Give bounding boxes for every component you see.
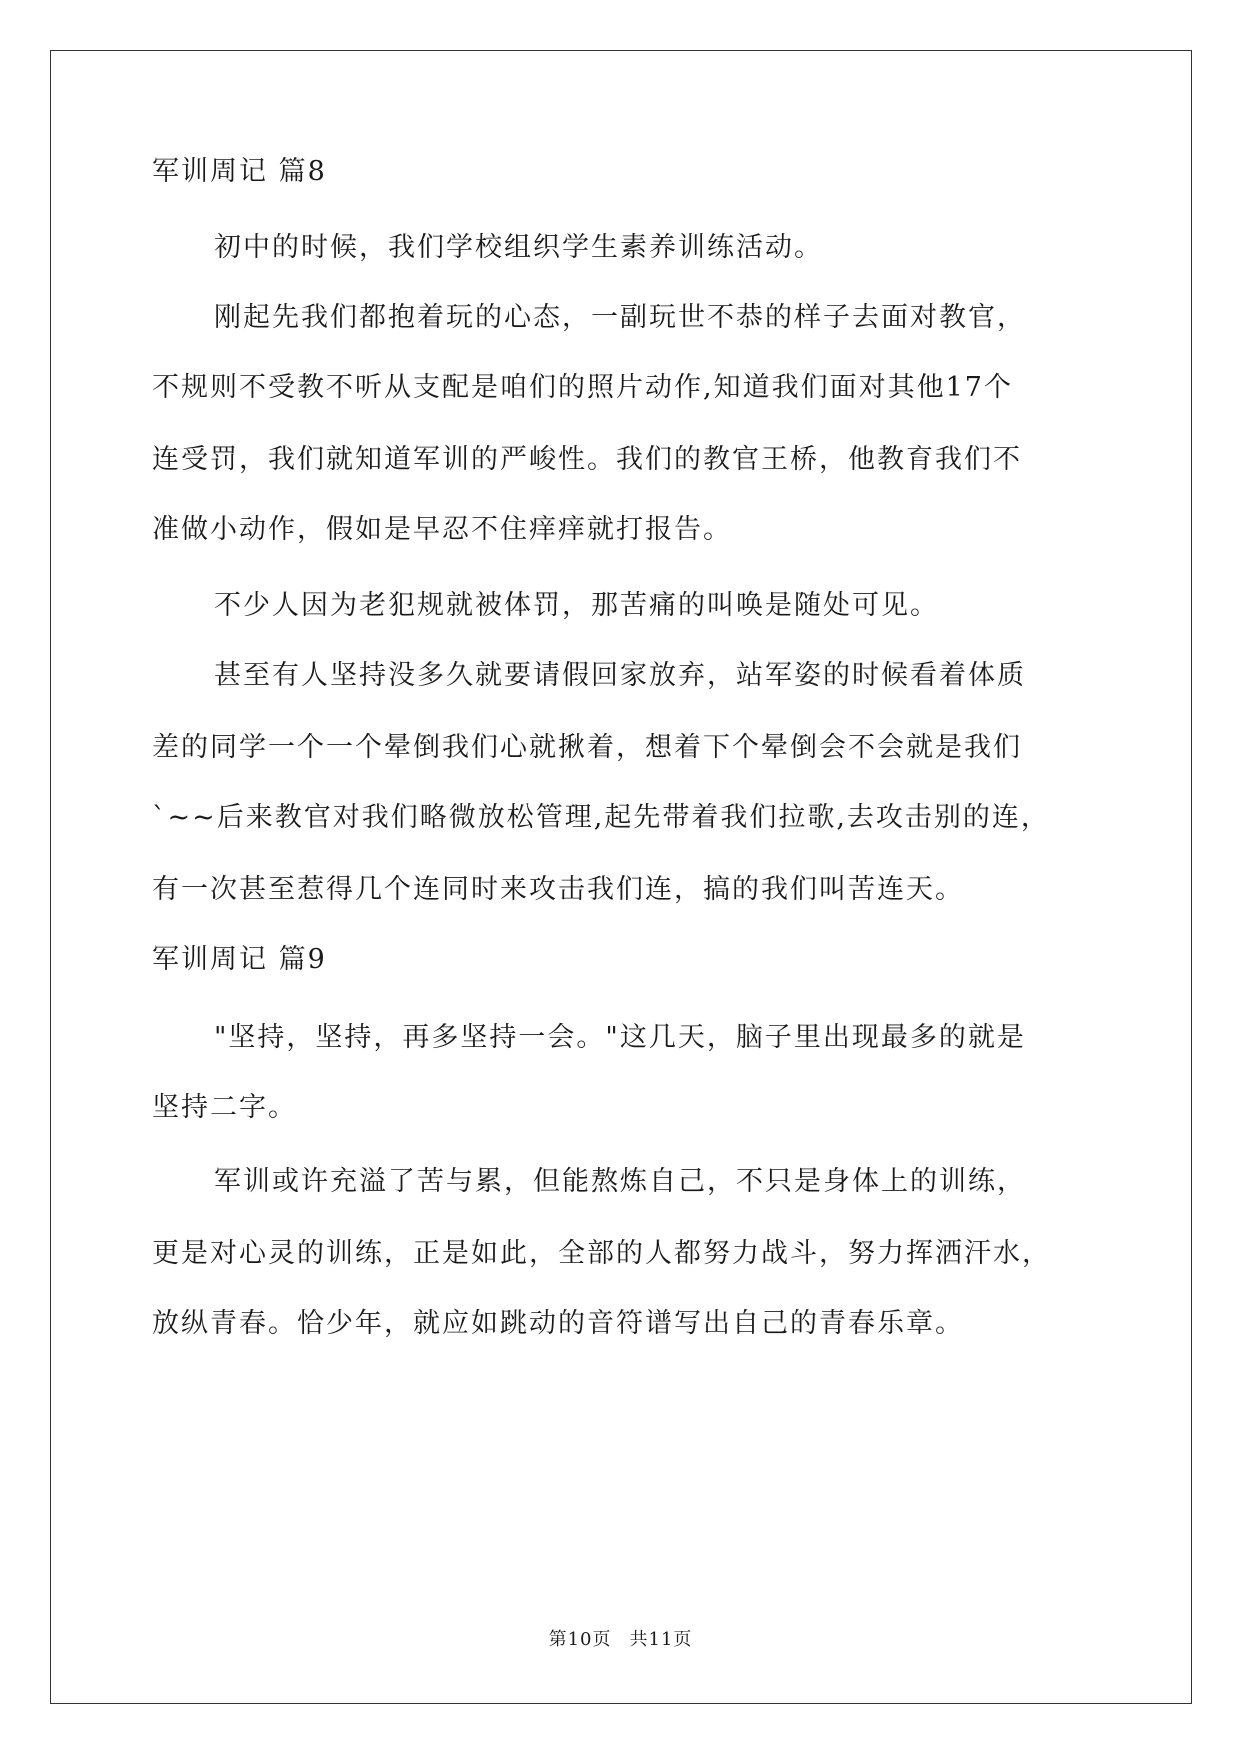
- paragraph-line: 放纵青春。恰少年，就应如跳动的音符谱写出自己的青春乐章。: [152, 1308, 964, 1339]
- page-total: 共11页: [629, 1629, 693, 1650]
- paragraph-line: 连受罚，我们就知道军训的严峻性。我们的教官王桥，他教育我们不: [152, 444, 1022, 475]
- paragraph-line: "坚持，坚持，再多坚持一会。"这几天，脑子里出现最多的就是: [214, 1022, 1026, 1053]
- paragraph-line: 差的同学一个一个晕倒我们心就揪着，想着下个晕倒会不会就是我们: [152, 732, 1022, 763]
- paragraph-line: 更是对心灵的训练，正是如此，全部的人都努力战斗，努力挥洒汗水，: [152, 1238, 1051, 1269]
- paragraph-line: 初中的时候，我们学校组织学生素养训练活动。: [214, 232, 823, 263]
- page-number: 第10页: [548, 1629, 612, 1650]
- paragraph-line: `~~后来教官对我们略微放松管理,起先带着我们拉歌,去攻击别的连，: [152, 802, 1050, 833]
- paragraph-line: 坚持二字。: [152, 1092, 297, 1123]
- paragraph-line: 军训或许充溢了苦与累，但能熬炼自己，不只是身体上的训练，: [214, 1166, 1026, 1197]
- paragraph-line: 甚至有人坚持没多久就要请假回家放弃，站军姿的时候看着体质: [214, 660, 1026, 691]
- paragraph-line: 不少人因为老犯规就被体罚，那苦痛的叫唤是随处可见。: [214, 590, 939, 621]
- paragraph-line: 有一次甚至惹得几个连同时来攻击我们连，搞的我们叫苦连天。: [152, 874, 964, 905]
- section-heading-8: 军训周记 篇8: [152, 156, 327, 187]
- paragraph-line: 不规则不受教不听从支配是咱们的照片动作,知道我们面对其他17个: [152, 372, 1013, 403]
- paragraph-line: 刚起先我们都抱着玩的心态，一副玩世不恭的样子去面对教官，: [214, 302, 1026, 333]
- page-footer: [0, 1628, 1241, 1652]
- section-heading-9: 军训周记 篇9: [152, 944, 327, 975]
- paragraph-line: 准做小动作，假如是早忍不住痒痒就打报告。: [152, 514, 732, 545]
